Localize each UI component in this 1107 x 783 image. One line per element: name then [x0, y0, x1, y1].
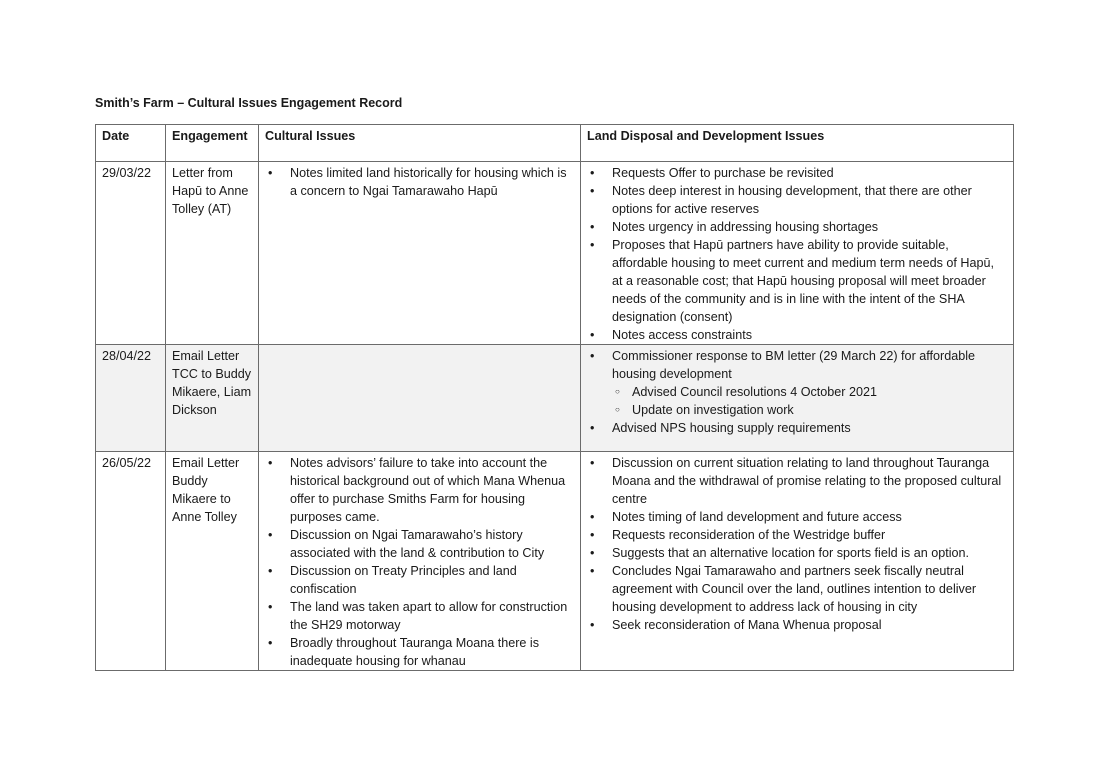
- table-row: [96, 345, 1014, 452]
- land-issues-list: [587, 347, 1007, 437]
- land-issues-cell: [581, 452, 1014, 671]
- header-row: [96, 125, 1014, 162]
- list-item: • Requests reconsideration of the Westridge buffer: [587, 526, 1007, 544]
- sub-list-item: ○ Advised Council resolutions 4 October 2021: [612, 383, 1007, 401]
- date-cell: 28/04/22: [96, 345, 166, 452]
- list-item: • Notes timing of land development and future access: [587, 508, 1007, 526]
- cultural-issues-cell: [259, 162, 581, 345]
- list-item: • Advised NPS housing supply requirements: [587, 419, 1007, 437]
- list-item-text: Commissioner response to BM letter (29 March 22) for affordable housing development: [612, 349, 976, 381]
- cultural-issues-list: [265, 454, 574, 670]
- cultural-issues-list: [265, 164, 574, 200]
- list-item: • Broadly throughout Tauranga Moana there is inadequate housing for whanau: [265, 634, 574, 670]
- header-cultural-issues: Cultural Issues: [259, 125, 581, 162]
- list-item: • Discussion on Treaty Principles and land confiscation: [265, 562, 574, 598]
- date-cell: 26/05/22: [96, 452, 166, 671]
- engagement-record-table: [95, 124, 1014, 671]
- document-title: Smith’s Farm – Cultural Issues Engagement Record: [95, 96, 403, 110]
- list-item: • Concludes Ngai Tamarawaho and partners seek fiscally neutral agreement with Council over the land, outlines intention to deliver housing development to address lack of housing in city: [587, 562, 1007, 616]
- land-issues-list: [587, 164, 1007, 344]
- list-item: • Notes limited land historically for housing which is a concern to Ngai Tamarawaho Hapū: [265, 164, 574, 200]
- land-issues-cell: [581, 162, 1014, 345]
- land-issues-cell: [581, 345, 1014, 452]
- list-item: • Requests Offer to purchase be revisited: [587, 164, 1007, 182]
- sub-list-item: ○ Update on investigation work: [612, 401, 1007, 419]
- cultural-issues-cell: [259, 452, 581, 671]
- table-row: [96, 452, 1014, 671]
- engagement-cell: Email Letter Buddy Mikaere to Anne Tolley: [166, 452, 259, 671]
- engagement-cell: Email Letter TCC to Buddy Mikaere, Liam Dickson: [166, 345, 259, 452]
- list-item: • Notes access constraints: [587, 326, 1007, 344]
- list-item: • Seek reconsideration of Mana Whenua proposal: [587, 616, 1007, 634]
- list-item: • Proposes that Hapū partners have ability to provide suitable, affordable housing to meet current and medium term needs of Hapū, at a reasonable cost; that Hapū housing proposal will meet broader needs of the community and is in line with the intent of the SHA designation (consent): [587, 236, 1007, 326]
- cultural-issues-cell: [259, 345, 581, 452]
- land-issues-list: [587, 454, 1007, 634]
- list-item: • Discussion on current situation relating to land throughout Tauranga Moana and the withdrawal of promise relating to the proposed cultural centre: [587, 454, 1007, 508]
- table-row: [96, 162, 1014, 345]
- header-engagement: Engagement: [166, 125, 259, 162]
- list-item: • Notes advisors’ failure to take into account the historical background out of which Mana Whenua offer to purchase Smiths Farm for housing purposes came.: [265, 454, 574, 526]
- header-date: Date: [96, 125, 166, 162]
- header-land-issues: Land Disposal and Development Issues: [581, 125, 1014, 162]
- list-item: • Suggests that an alternative location for sports field is an option.: [587, 544, 1007, 562]
- list-item: • The land was taken apart to allow for construction the SH29 motorway: [265, 598, 574, 634]
- list-item: • Discussion on Ngai Tamarawaho’s history associated with the land & contribution to City: [265, 526, 574, 562]
- date-cell: 29/03/22: [96, 162, 166, 345]
- list-item: [587, 347, 1007, 419]
- sub-list: [612, 383, 1007, 419]
- list-item: • Notes urgency in addressing housing shortages: [587, 218, 1007, 236]
- engagement-cell: Letter from Hapū to Anne Tolley (AT): [166, 162, 259, 345]
- list-item: • Notes deep interest in housing development, that there are other options for active reserves: [587, 182, 1007, 218]
